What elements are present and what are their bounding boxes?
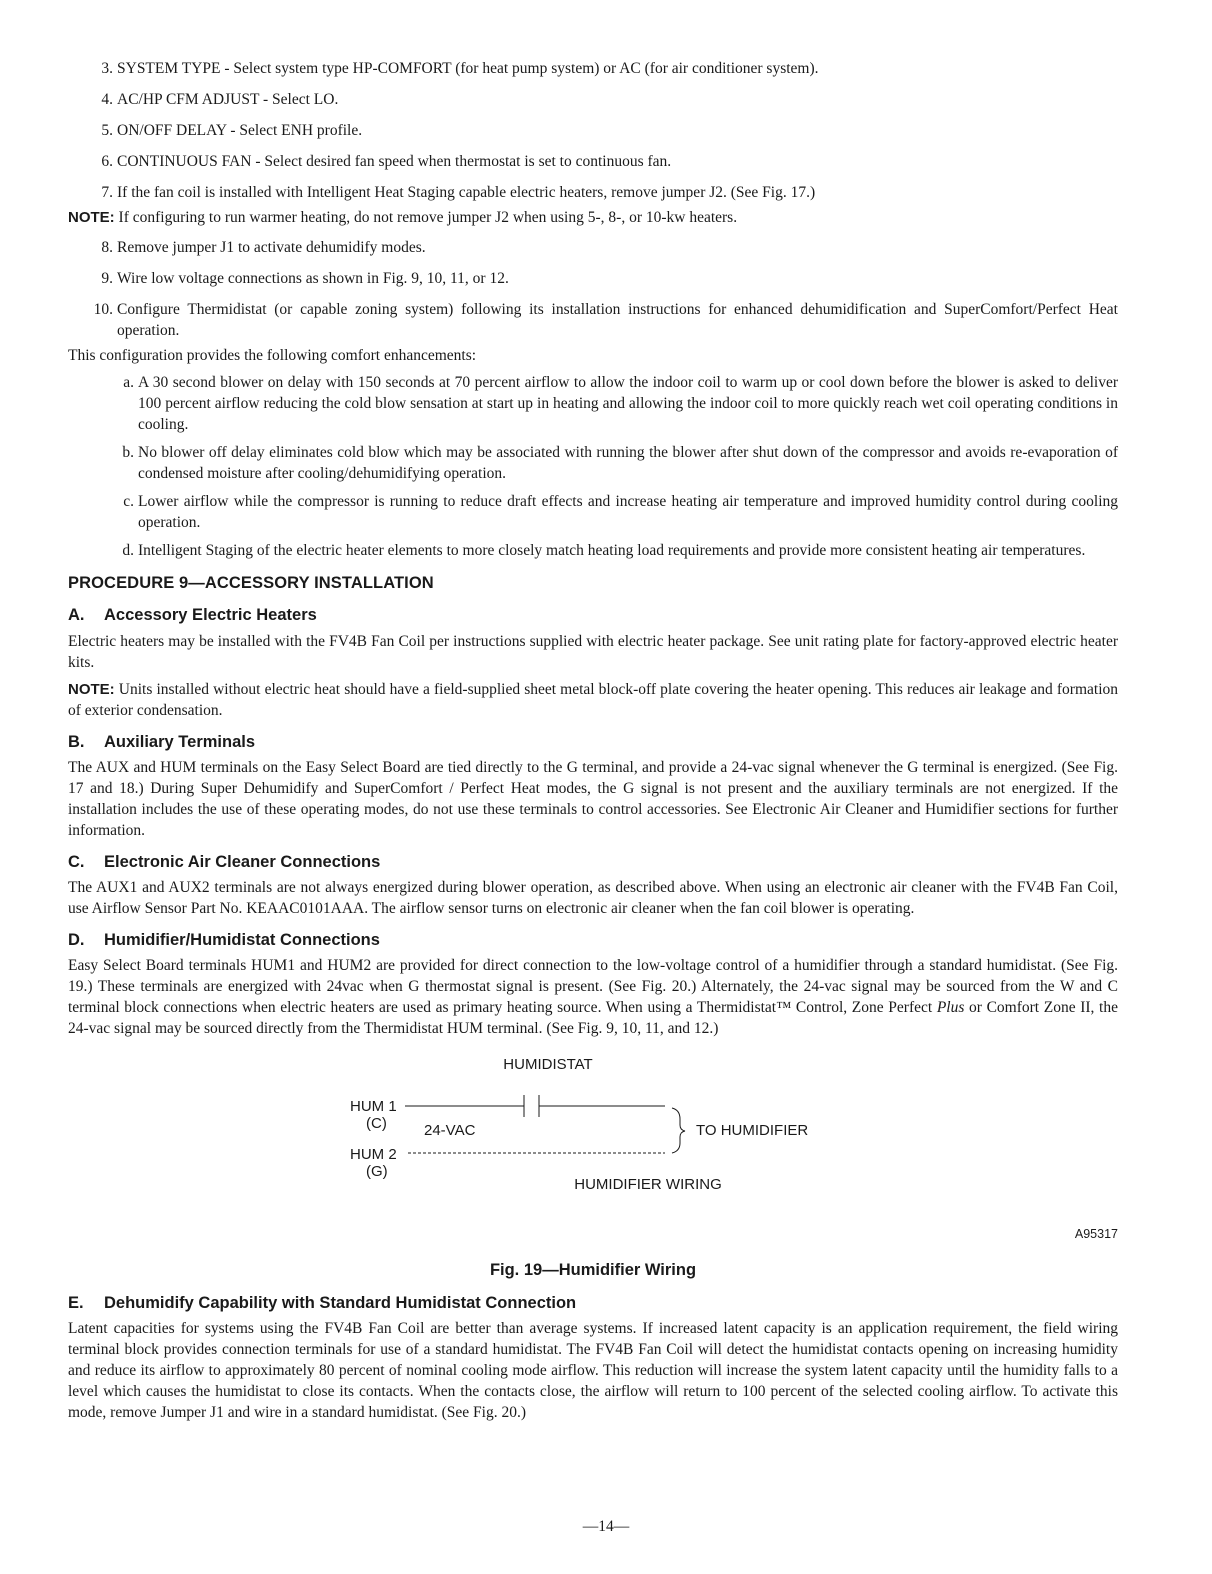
step-item: 5. ON/OFF DELAY - Select ENH profile. <box>101 122 363 139</box>
to-humidifier-label: TO HUMIDIFIER <box>696 1122 809 1139</box>
spacer <box>68 289 1118 299</box>
section-c-body: The AUX1 and AUX2 terminals are not always energized during blower operation, as described above. When using an electronic air cleaner with the FV4B Fan Coil, use Airflow Sensor Part No. KEAAC0101AAA. The airflow sensor turns on electronic air cleaner when the fan coil blower is operating. <box>68 879 1118 917</box>
step-item: 7. If the fan coil is installed with Intelligent Heat Staging capable electric heaters, remove jumper J2. (See Fig. 17.) <box>101 184 816 201</box>
config-intro: This configuration provides the following comfort enhancements: <box>68 347 477 364</box>
step-item: 4. AC/HP CFM ADJUST - Select LO. <box>101 91 339 108</box>
humidifier-brace <box>672 1108 685 1153</box>
humidifier-wiring-label: HUMIDIFIER WIRING <box>574 1176 722 1193</box>
section-heading-e: E. Dehumidify Capability with Standard Humidistat Connection <box>68 1294 577 1312</box>
figure-19-caption: Fig. 19—Humidifier Wiring <box>489 1261 697 1279</box>
page-number: —14— <box>582 1518 630 1535</box>
humidifier-wiring-diagram <box>68 1055 1118 1255</box>
spacer <box>68 258 1118 268</box>
section-heading-b: B. Auxiliary Terminals <box>68 733 256 751</box>
spacer <box>68 79 1118 89</box>
procedure-heading: PROCEDURE 9—ACCESSORY INSTALLATION <box>68 574 434 592</box>
step-item: 3. SYSTEM TYPE - Select system type HP-COMFORT (for heat pump system) or AC (for air conditioner system). <box>101 60 819 77</box>
section-heading-c: C. Electronic Air Cleaner Connections <box>68 853 381 871</box>
vac-label: 24-VAC <box>424 1122 476 1139</box>
step-list <box>68 58 1118 203</box>
hum1-label: HUM 1 <box>350 1098 397 1115</box>
enhancement-item: d. Intelligent Staging of the electric heater elements to more closely match heating load requirements and provide more consistent heating air temperatures. <box>122 542 1086 559</box>
humidistat-label: HUMIDISTAT <box>503 1056 593 1073</box>
section-a-body: Electric heaters may be installed with the FV4B Fan Coil per instructions supplied with electric heater package. See unit rating plate for factory-approved electric heater kits. <box>68 633 1118 671</box>
step-item: 10. Configure Thermidistat (or capable zoning system) following its installation instructions for enhanced dehumidification and SuperComfort/Perfect Heat operation. <box>93 301 1118 339</box>
step-item: 6. CONTINUOUS FAN - Select desired fan speed when thermostat is set to continuous fan. <box>101 153 672 170</box>
enhancement-item: b. No blower off delay eliminates cold blow which may be associated with running the blower after shut down of the compressor and avoids re-evaporation of condensed moisture after cooling/dehumidifying operation. <box>122 444 1118 482</box>
page-content <box>68 58 1118 1423</box>
hum2-sub-label: (G) <box>366 1163 388 1180</box>
step-item: 8. Remove jumper J1 to activate dehumidify modes. <box>101 239 426 256</box>
enhancement-list <box>68 372 1118 561</box>
section-d-body: Easy Select Board terminals HUM1 and HUM2 are provided for direct connection to the low-voltage control of a humidifier through a standard humidistat. (See Fig. 19.) These terminals are energized with 24vac when G thermostat signal is present. (See Fig. 20.) Alternately, the 24-vac signal may be sourced from the W and C terminal block connections when electric heaters are used as primary heating source. When using a Thermidistat™ Control, Zone Perfect Plus or Comfort Zone II, the 24-vac signal may be sourced directly from the Thermidistat HUM terminal. (See Fig. 9, 10, 11, and 12.) <box>68 957 1118 1037</box>
spacer <box>68 110 1118 120</box>
note-jumper-j2: NOTE: If configuring to run warmer heating, do not remove jumper J2 when using 5-, 8-, or 10-kw heaters. <box>68 209 738 226</box>
step-list-2 <box>68 237 1118 341</box>
spacer <box>68 141 1118 151</box>
figure-19-diagram <box>68 1055 1118 1255</box>
section-heading-a: A. Accessory Electric Heaters <box>68 606 317 624</box>
section-a-note: NOTE: Units installed without electric heat should have a field-supplied sheet metal block-off plate covering the heater opening. This reduces air leakage and formation of exterior condensation. <box>68 681 1118 719</box>
section-e-body: Latent capacities for systems using the FV4B Fan Coil are better than average systems. If increased latent capacity is an application requirement, the field wiring terminal block provides connection terminals for use of a standard humidistat. The FV4B Fan Coil will detect the humidistat contacts opening on increasing humidity and reduce its airflow to approximately 80 percent of nominal cooling mode airflow. This reduction will increase the system latent capacity until the humidity falls to a level which causes the humidistat to close its contacts. When the contacts close, the airflow will return to 100 percent of the selected cooling airflow. To activate this mode, remove Jumper J1 and wire in a standard humidistat. (See Fig. 20.) <box>68 1320 1118 1421</box>
enhancement-item: c. Lower airflow while the compressor is running to reduce draft effects and increase heating air temperature and improved humidity control during cooling operation. <box>123 493 1118 531</box>
hum2-label: HUM 2 <box>350 1146 397 1163</box>
step-item: 9. Wire low voltage connections as shown in Fig. 9, 10, 11, or 12. <box>101 270 509 287</box>
spacer <box>68 172 1118 182</box>
enhancement-item: a. A 30 second blower on delay with 150 seconds at 70 percent airflow to allow the indoor coil to warm up or cool down before the blower is asked to deliver 100 percent airflow reducing the cold blow sensation at start up in heating and allowing the indoor coil to more quickly reach wet coil operating conditions in cooling. <box>123 374 1118 433</box>
figure-id: A95317 <box>1074 1227 1118 1241</box>
section-heading-d: D. Humidifier/Humidistat Connections <box>68 931 380 949</box>
hum1-sub-label: (C) <box>366 1115 387 1132</box>
section-b-body: The AUX and HUM terminals on the Easy Select Board are tied directly to the G terminal, and provide a 24-vac signal whenever the G terminal is energized. (See Fig. 17 and 18.) During Super Dehumidify and SuperComfort / Perfect Heat modes, the G signal is not present and the auxiliary terminals are not energized. If the installation includes the use of these operating modes, do not use these terminals to control accessories. See Electronic Air Cleaner and Humidifier sections for further information. <box>68 759 1118 839</box>
